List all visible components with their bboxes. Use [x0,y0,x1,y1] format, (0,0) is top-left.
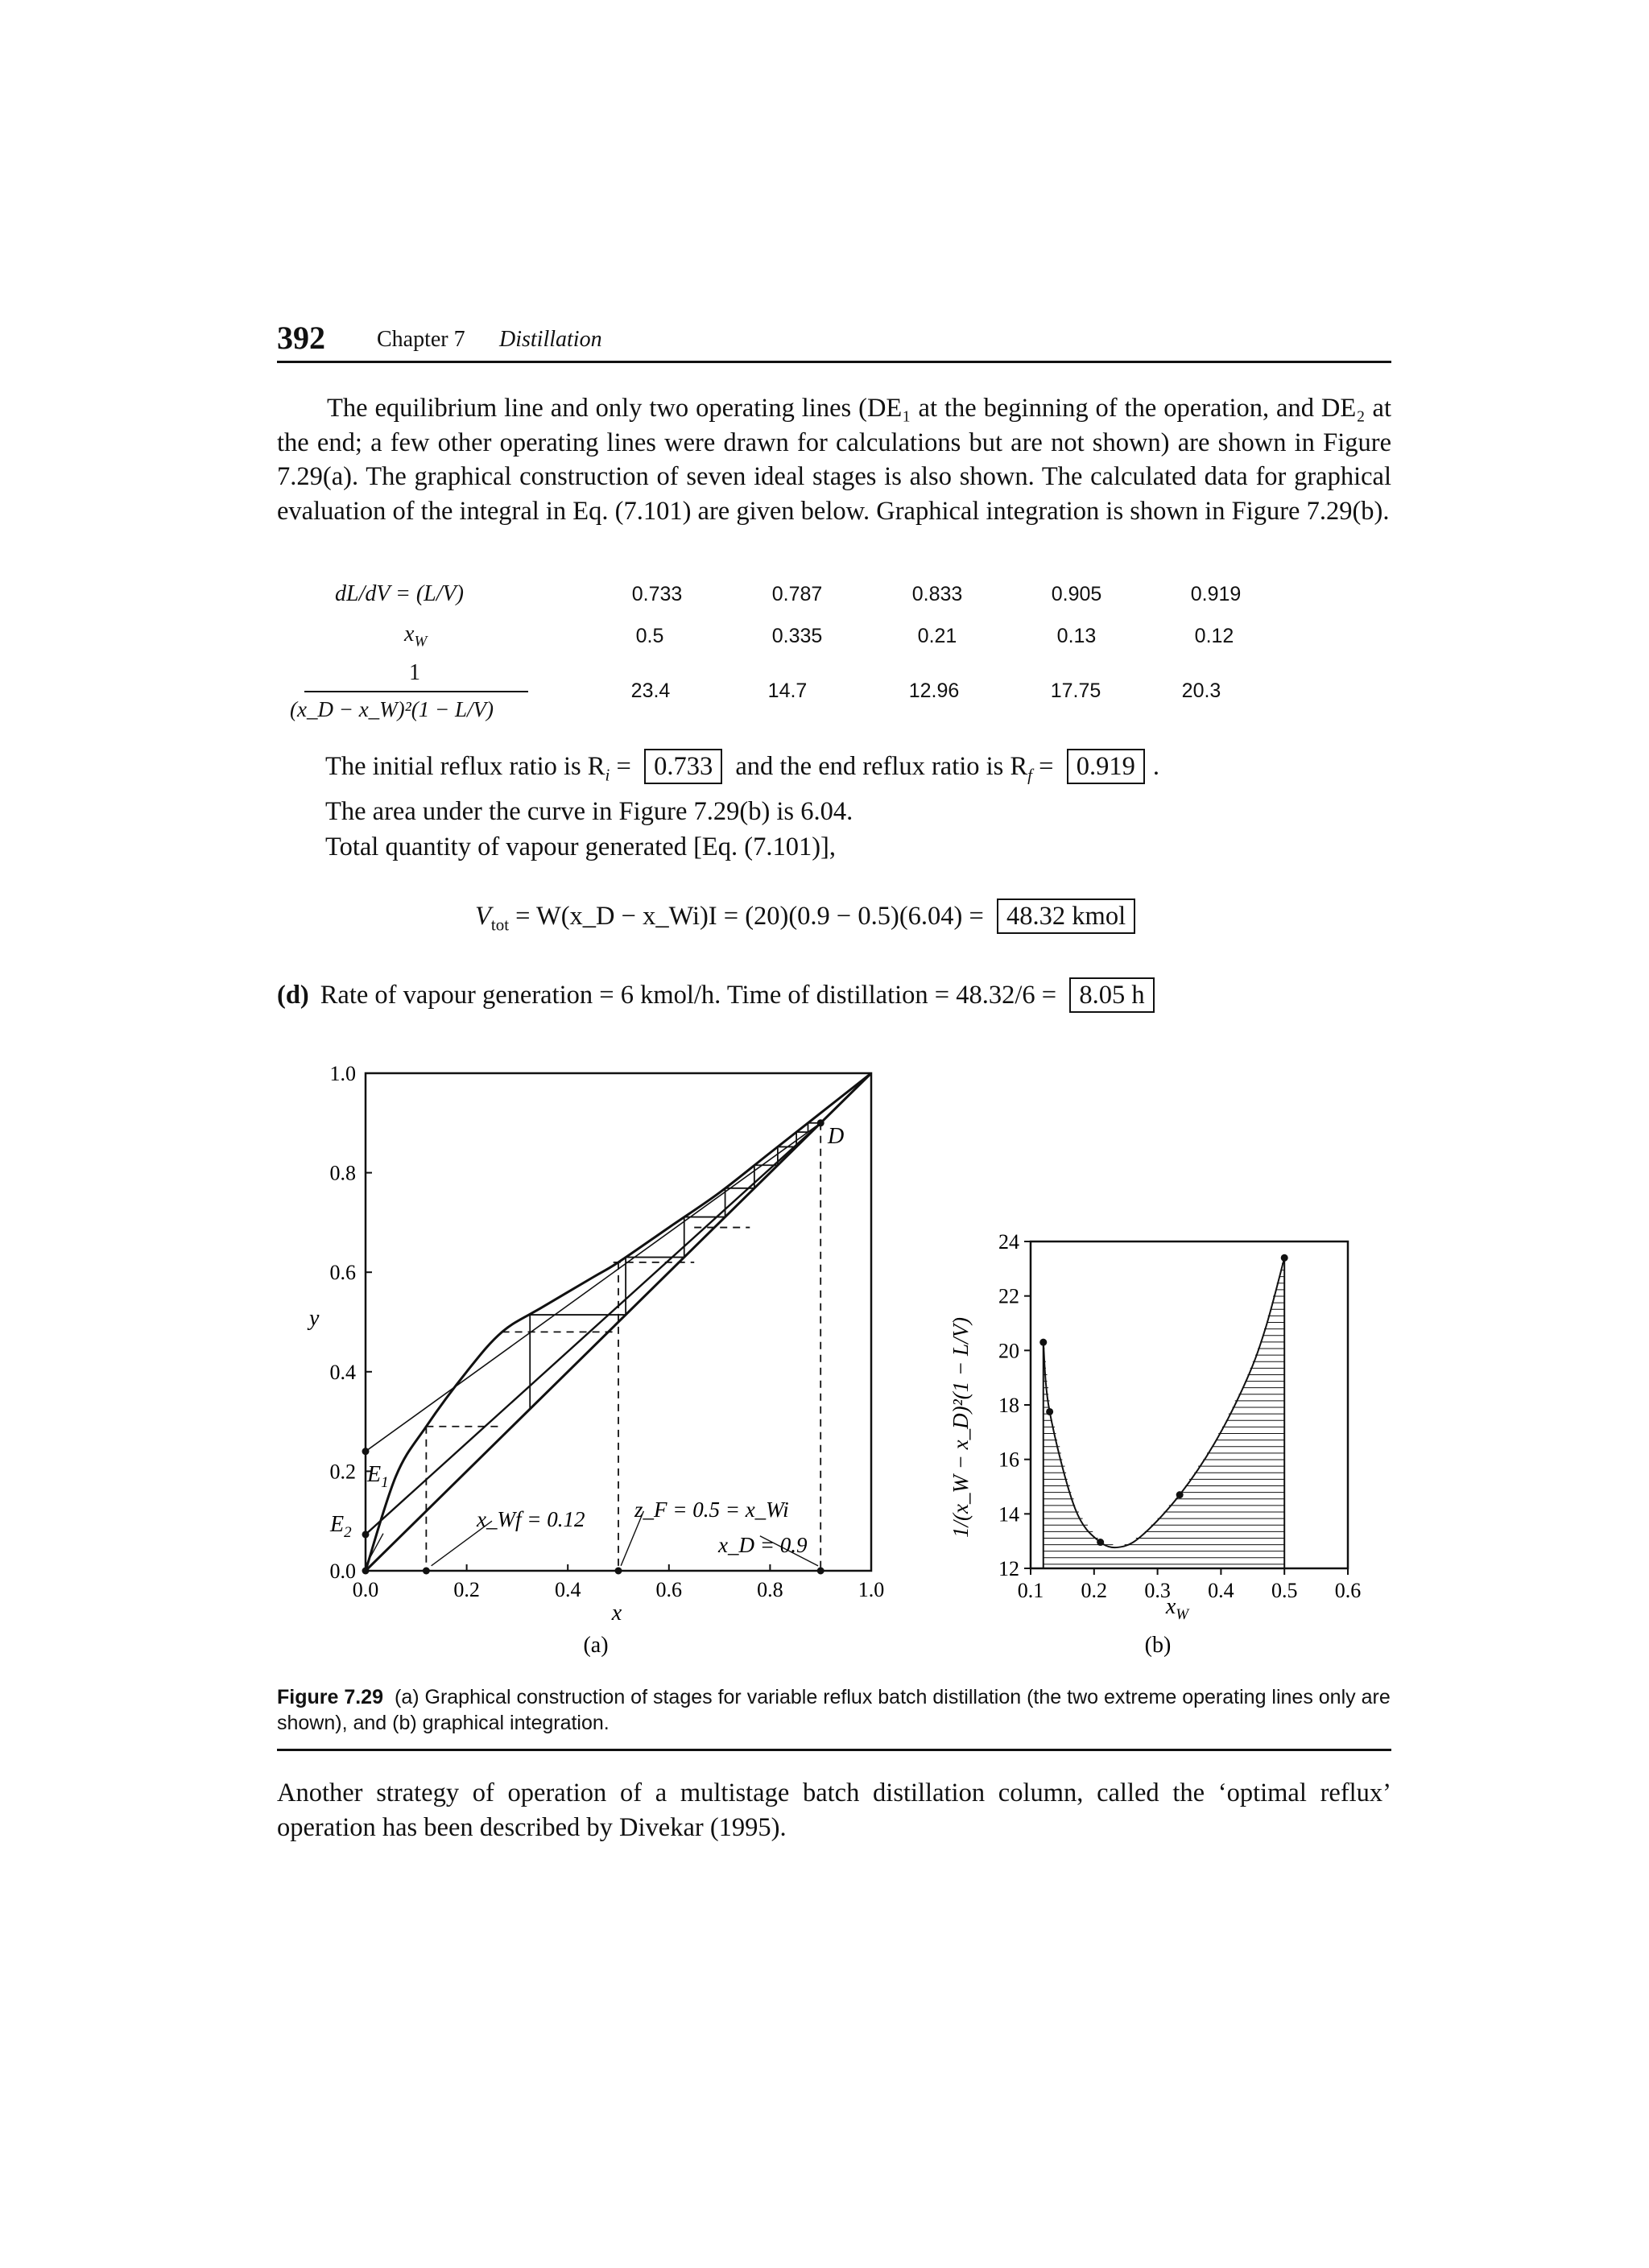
table-cell: 0.21 [917,625,957,647]
y-tick-label: 14 [998,1502,1019,1526]
reflux-suffix: . [1152,752,1159,781]
figure-b-sublabel: (b) [1144,1633,1172,1658]
figure-b-plot [1039,1254,1287,1568]
label-e1-sub: 1 [381,1474,389,1491]
x-tick-label: 0.4 [1208,1579,1234,1602]
area-line: The area under the curve in Figure 7.29(b) is 6.04. [325,797,853,826]
reflux-middle: and the end reflux ratio is R [735,752,1028,781]
y-tick-label: 0.2 [329,1460,356,1484]
data-point [423,1568,430,1575]
header-rule [277,361,1391,363]
xw-label: x [404,622,415,647]
data-point [817,1568,824,1575]
data-point [1097,1539,1104,1546]
label-xd: x_D = 0.9 [718,1533,808,1557]
x-tick-label: 0.1 [1017,1579,1044,1602]
label-e2 [329,1512,352,1541]
y-tick-label: 18 [998,1394,1019,1417]
reflux-sub-i: i [605,765,610,785]
figure-a-xlabel: x [611,1601,622,1626]
y-tick-label: 16 [998,1448,1019,1472]
label-xwf: x_Wf = 0.12 [477,1507,585,1531]
reflux-sub-f: f [1027,765,1032,785]
table-fraction-denominator: (x_D − x_W)²(1 − L/V) [290,697,494,721]
y-tick-label: 1.0 [329,1062,356,1085]
data-point [1039,1339,1047,1346]
total-line: Total quantity of vapour generated [Eq. (7.101)], [325,832,836,861]
figure-caption [277,1684,1391,1736]
table-fraction-numerator: 1 [409,660,420,685]
x-tick-label: 0.8 [757,1578,783,1601]
table-row-label-ldv: dL/dV = (L/V) [335,581,464,606]
caption-rule [277,1749,1391,1751]
closing-paragraph: Another strategy of operation of a multistage batch distillation column, called the ‘optimal reflux’ operation has been described by Divekar (1995). [277,1778,1391,1842]
reflux-prefix: The initial reflux ratio is R [325,752,605,781]
table-cell: 23.4 [630,680,671,702]
data-point [615,1568,622,1575]
label-d: D [828,1124,845,1149]
data-point [1176,1491,1184,1498]
x-tick-label: 0.2 [453,1578,480,1601]
figure-b-xlabel-sub: W [1176,1606,1189,1623]
data-point [1281,1254,1288,1262]
initial-reflux-value: 0.733 [644,749,722,784]
data-point [362,1531,370,1538]
y-tick-label: 0.8 [329,1161,356,1185]
label-e1 [366,1462,389,1491]
vapour-equation [475,899,1135,943]
table-cell: 20.3 [1181,680,1221,702]
equation-result: 48.32 kmol [997,899,1135,934]
figure-a-ylabel: y [309,1306,320,1331]
figure-b [942,1232,1377,1683]
x-tick-label: 1.0 [858,1578,885,1601]
table-cell: 12.96 [908,680,960,702]
reflux-equals: = [610,752,638,781]
integrand-curve [1044,1258,1284,1547]
x-tick-label: 0.6 [1334,1579,1362,1602]
equation-rhs: = W(x_D − x_Wi)I = (20)(0.9 − 0.5)(6.04) = [509,902,990,931]
figure-a-plot [362,1073,872,1575]
operating-line-de1 [366,1123,820,1452]
y-tick-label: 20 [998,1339,1019,1363]
caption-text: (a) Graphical construction of stages for variable reflux batch distillation (the two extreme operating lines only are shown), and (b) graphical integration. [277,1686,1391,1734]
x-tick-label: 0.5 [1271,1579,1298,1602]
x-tick-label: 0.2 [1081,1579,1108,1602]
end-reflux-value: 0.919 [1067,749,1145,784]
data-point [1046,1408,1053,1415]
table-cell: 0.905 [1051,583,1102,605]
x-tick-label: 0.4 [554,1578,581,1601]
y-tick-label: 0.4 [329,1360,356,1384]
reflux-ratio-line: The initial reflux ratio is $R_i = 0.733$ and the end reflux ratio is $R_f = 0.919$ . [325,749,1159,793]
y-tick-label: 22 [998,1284,1019,1308]
data-point [817,1119,824,1126]
table-cell: 14.7 [767,680,808,702]
part-d-label: (d) [277,981,309,1010]
table-cell: 17.75 [1050,680,1101,702]
y-tick-label: 24 [998,1232,1019,1254]
label-e1-main: E [367,1462,382,1487]
figure-a-sublabel: (a) [583,1633,609,1658]
figure-b-tick-labels [998,1232,1361,1602]
page-number: 392 [277,320,325,356]
label-e2-sub: 2 [344,1524,352,1541]
label-e2-main: E [330,1512,345,1537]
label-zf: z_F = 0.5 = x_Wi [634,1498,789,1522]
table-cell: 0.5 [635,625,664,647]
x-tick-label: 0.6 [655,1578,683,1601]
table-cell: 0.919 [1190,583,1242,605]
part-d [277,977,1155,1013]
operating-line-de2 [366,1123,820,1535]
table-cell: 0.12 [1194,625,1234,647]
part-d-text: Rate of vapour generation = 6 kmol/h. Time of distillation = 48.32/6 = [320,981,1064,1010]
x-tick-label: 0.3 [1144,1579,1171,1602]
figure-b-ylabel: 1/(x_W − x_D)²(1 − L/V) [948,1317,973,1538]
table-cell: 0.335 [771,625,823,647]
table-cell: 0.13 [1056,625,1097,647]
table-cell: 0.787 [771,583,823,605]
table-cell: 0.733 [631,583,683,605]
y-tick-label: 12 [998,1557,1019,1580]
figure-b-xlabel-main: x [1165,1594,1176,1619]
y-tick-label: 0.0 [329,1560,356,1583]
xw-label-sub: W [414,633,428,651]
caption-label: Figure 7.29 [277,1686,383,1708]
table-row-label-xw [404,622,427,651]
table-fraction-bar [304,691,528,692]
intro-paragraph: The equilibrium line and only two operating lines (DE₁ at the beginning of the operation, and DE₂ at the end; a few other operating lines were drawn for calculations but are not shown) are shown in Figure 7.29(a). The graphical construction of seven ideal stages is also shown. The calculated data for graphical evaluation of the integral in Eq. (7.101) are given below. Graphical integration is shown in Figure 7.29(b). [277,394,1391,526]
table-cell: 0.833 [911,583,963,605]
equation-lhs-sub: tot [490,915,510,935]
data-point [362,1568,370,1575]
figure-b-xlabel [1165,1594,1190,1623]
running-head-chapter: Chapter 7 [377,327,465,352]
equation-lhs: V [475,902,491,931]
figure-b-frame [1031,1241,1348,1568]
x-tick-label: 0.0 [352,1578,379,1601]
y-tick-label: 0.6 [329,1261,356,1285]
part-d-result: 8.05 h [1069,977,1154,1013]
running-head-title: Distillation [499,327,602,352]
figure-a [298,1047,902,1675]
data-point [362,1448,370,1455]
